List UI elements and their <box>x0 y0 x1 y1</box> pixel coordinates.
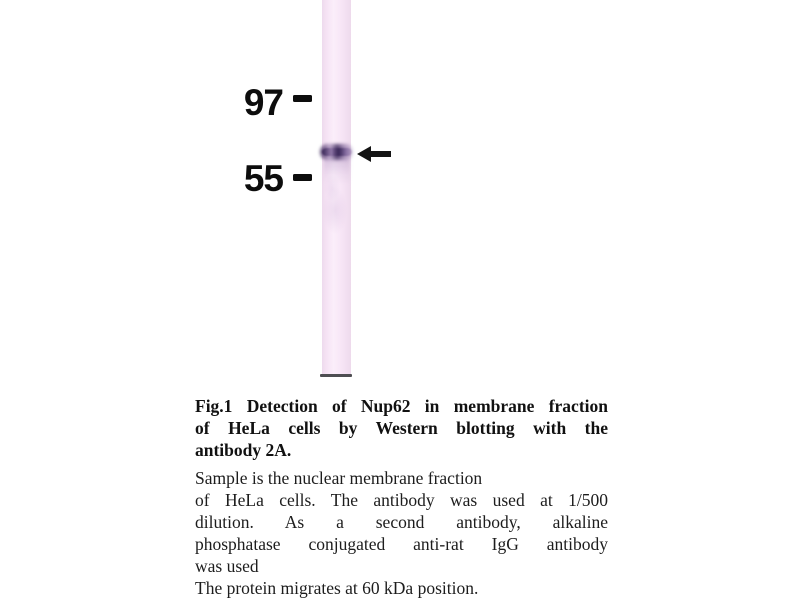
marker-55-tick <box>293 174 312 181</box>
caption-body-line: Sample is the nuclear membrane fraction <box>195 468 483 488</box>
figure-caption <box>195 395 608 599</box>
lane-bottom-edge <box>320 374 352 377</box>
marker-97-label: 97 <box>243 82 283 123</box>
caption-body <box>195 467 608 599</box>
caption-body-line: The protein migrates at 60 kDa position. <box>195 578 479 598</box>
caption-title-line: of HeLa cells by Western blotting with the <box>195 418 608 438</box>
caption-title-line: antibody 2A. <box>195 440 292 460</box>
caption-title-line: Fig.1 Detection of Nup62 in membrane fraction <box>195 396 608 416</box>
caption-title <box>195 395 608 461</box>
gel-lane <box>322 0 351 376</box>
marker-55-label: 55 <box>243 158 283 199</box>
caption-body-line: dilution. As a second antibody, alkaline <box>195 512 608 532</box>
protein-band-smear <box>324 159 350 185</box>
caption-body-line: was used <box>195 556 259 576</box>
marker-97-tick <box>293 95 312 102</box>
protein-band <box>322 148 352 156</box>
caption-body-line: of HeLa cells. The antibody was used at 1/500 <box>195 490 608 510</box>
left-arrow-icon <box>356 144 392 164</box>
caption-body-line: phosphatase conjugated anti-rat IgG antibody <box>195 534 608 554</box>
